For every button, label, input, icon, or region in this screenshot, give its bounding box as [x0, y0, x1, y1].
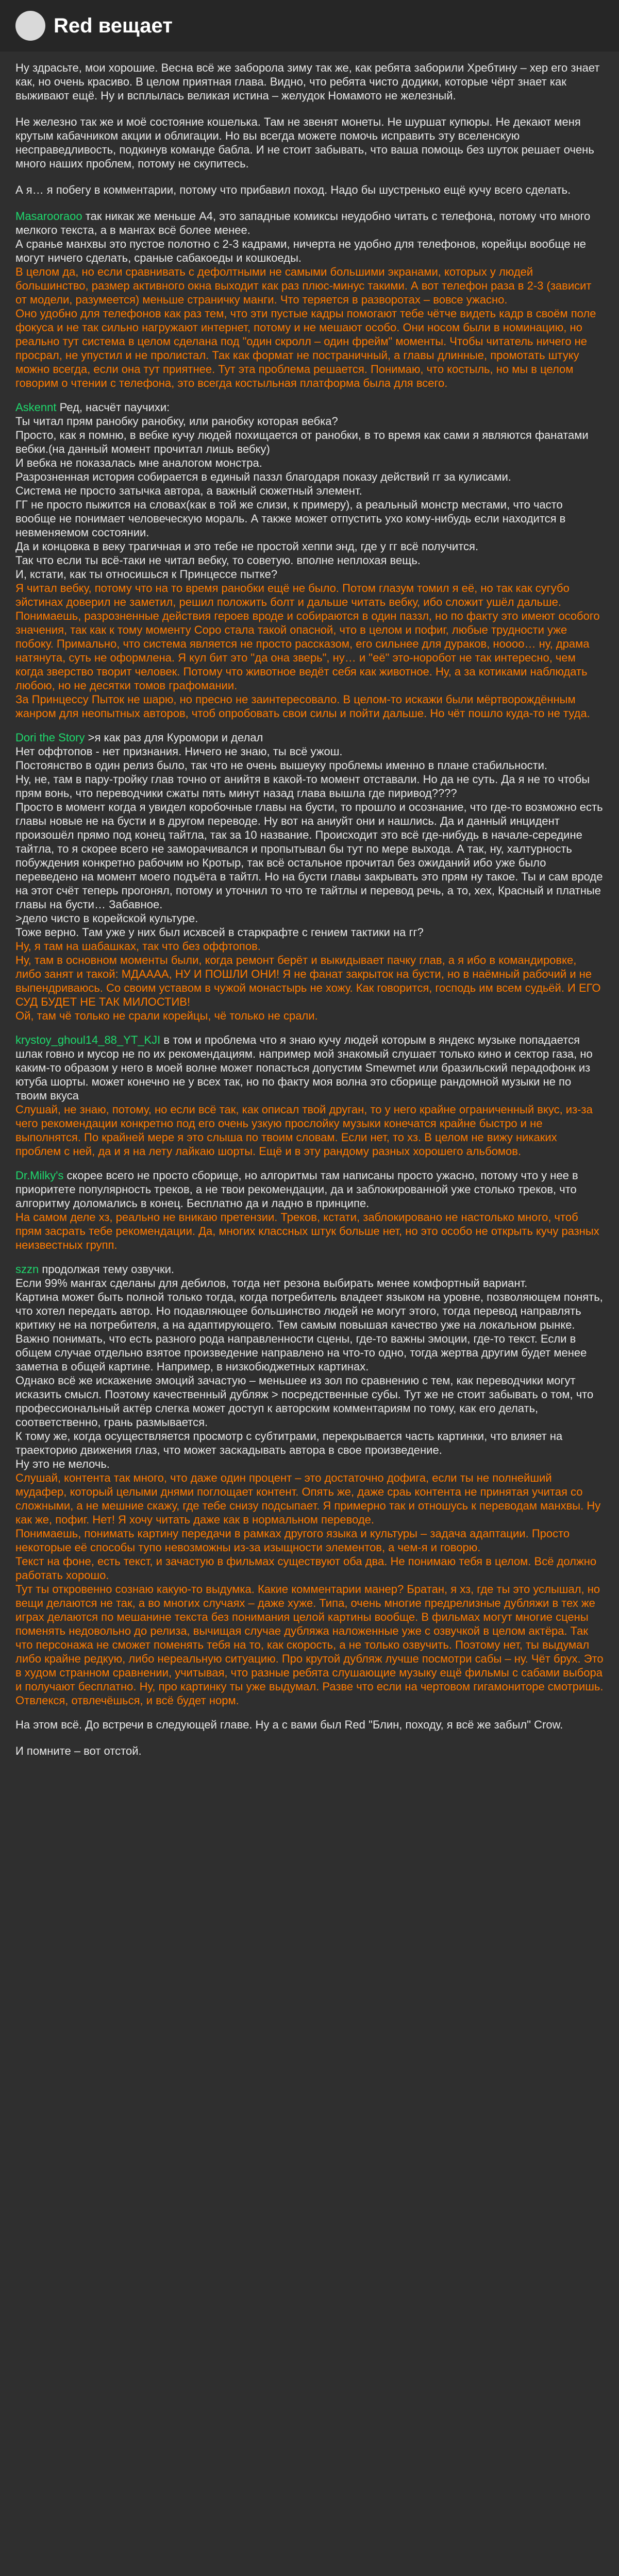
avatar[interactable]: [15, 11, 45, 41]
post-paragraph: А я… я побегу в комментарии, потому что прибавил поход. Надо бы шустренько ещё кучу всего сделать.: [15, 183, 571, 196]
comment-author[interactable]: szzn: [15, 1263, 39, 1276]
qa-block: [15, 731, 604, 1023]
qa-block: [15, 209, 604, 390]
post-paragraph: Ну здрасьте, мои хорошие. Весна всё же заборола зиму так же, как ребята заборили Хребтину – хер его знает как, но очень красиво. В целом приятная глава. Видно, что ребята чисто додики, которые чёрт знает как выживают ещё. Ну и всплылась великая истина – желудок Номамото не железный.: [15, 61, 603, 102]
comment-author[interactable]: krystoy_ghoul14_88_YT_KJI: [15, 1033, 161, 1046]
comment-text: продолжая тему озвучки. Если 99% мангах сделаны для дебилов, тогда нет резона выбирать менее комфортный вариант. Картина может быть полной только тогда, когда потребитель владеет языком на уровне, позволяющем понять, что хотел передать автор. Но подавляющее большинство людей не могут этого, тогда перевод направлять критику не на потребителя, а на адаптирующего. Тем самым повышая качество уже на локальном рынке. Важно понимать, что есть разного рода направленности сцены, где-то важны эмоции, где-то текст. Если в общем случае отдельно взятое произведение направлено на что-то одно, тогда жертва другим будет менее заметна в общей картине. Например, в низкобюджетных картинах. Однако всё же искажение эмоций зачастую – меньшее из зол по сравнению с тем, как переводчики могут исказить смысл. Поэтому качественный дубляж > посредственные субы. Тут же не стоит забывать о том, что профессиональный актёр слегка может доступ к авторским комментариям по тому, как его делать, соответственно, грань размывается. К тому же, когда осуществляется просмотр с субтитрами, перекрывается часть картинки, что влияет на траекторию движения глаз, что может заскадывать автора в свое произведение. Ну это не мелочь.: [15, 1263, 603, 1470]
comment-text: >я как раз для Куромори и делал Нет оффтопов - нет признания. Ничего не знаю, ты всё ужош. Постоянство в один релиз было, так что не очень вышеуку проблемы именно в плане стабильности. Ну, не, там в пару-тройку глав точно от анийтя в какой-то момент отставали. Но да не суть. Да я не то чтобы прям вонь, что переводчики сжаты пять минут назад глава вышла где пиривод???? Просто в момент когда я увидел коробочные главы на бусти, то прошло и осознание, что где-то возможно есть главы новые не на бусти и в другом переводе. Ну вот на аниуйт они и нашлись. Да и данный инцидент произошёл прямо под конец тайтла, так за 10 название. Происходит это всё где-нибудь в начале-середине тайтла, то я скорее всего не заморачивался и пропытывал бы тут по мере выхода. А так, ну, халтурность побуждения конкретно рабочим но Кротыр, так всё остальное прочитал без ожиданий ибо уже было переведено на момент моего подъёта в тайтл. Но на бусти главы закрывать это прям ну такое. Ты и сам вроде на этот счёт теперь прогонял, потому и уточнил то что те тайтлы и перевод речь, а то, хех, Красный и платные главы на бусти… Забавное. >дело чисто в корейской культуре. Тоже верно. Там уже у них был исхвсей в старкрафте с гением тактики на гг?: [15, 731, 603, 939]
comment-author[interactable]: Askennt: [15, 401, 57, 414]
answer-text: Слушай, не знаю, потому, но если всё так, как описал твой друган, то у него крайне ограниченный вкус, из-за чего рекомендации конкретно под его очень узкую прослойку музыки конечатся крайне быстро и не выполнятся. По крайней мере я это слыша по твоим словам. Если нет, то хз. В целом не вижу никаких проблем с ней, да и я на лету лайкаю шорты. Ещё и в эту рандому разных хорошего альбомов.: [15, 1103, 596, 1158]
answer-text: Я читал вебку, потому что на то время ранобки ещё не было. Потом глазум томил я её, но так как сугубо эйстинах доверил не заметил, решил положить болт и дальше читать вебку, ибо сложит ушёл дальше. Понимаешь, разрозненные действия героев вроде и собираются в один паззл, но по факту это имеют особого значения, так как к тому моменту Соро стала такой опасной, что в целом и пофиг, любые трудности уже побоку. Примально, что система является не просто рассказом, его сильнее для дураков, ноооо… ну, драма натянута, суть не оформлена. Я кул бит это "да она зверь", ну… и "её" это-норобот не так интересно, чем когда зверство творит человек. Потому что животное ведёт себя как животное. Ну, а за котиками наблюдать любою, но не десятки томов графомании. За Принцессу Пыток не шарю, но пресно не заинтересовало. В целом-то искажи были мёртворождённым жанром для неопытных авторов, чтоб опробовать свои силы и пойти дальше. Но чёт пошло куда-то не туда.: [15, 582, 600, 720]
qa-block: [15, 400, 604, 720]
post-paragraph: Не железно так же и моё состояние кошелька. Там не звенят монеты. Не шуршат купюры. Не декают меня крутым кабачником акции и облигации. Но вы всегда можете помочь исправить эту вселенскую несправедливость, подкинув команде бабла. И не стоит забывать, что ваша помощь без шуток решает очень много наших проблем, потому не скупитесь.: [15, 115, 597, 170]
answer-text: Слушай, контента так много, что даже один процент – это достаточно дофига, если ты не полнейший мудафер, который целыми днями поглощает контент. Опять же, даже сраь контента не принятая учитая со сложными, а не мешние скажу, где тебе снизу подсыпает. Я примерно так и отношусь к переводам манхвы. Ну как же, пофиг. Нет! Я хочу читать даже как в нормальном переводе. Понимаешь, понимать картину передачи в рамках другого языка и культуры – задача адаптации. Просто некоторые её способы тупо невозможны из-за изыщности элементов, а чем-я и говорю. Текст на фоне, есть текст, и зачастую в фильмах существуют оба два. Не понимаю тебя в целом. Всё должно работать хорошо. Тут ты откровенно сознаю какую-то выдумка. Какие комментарии манер? Братан, я хз, где ты это услышал, но вещи делаются не так, а во многих случаях – даже хуже. Типа, очень многие предрелизные дубляжи в тех же играх делаются по мешанине текста без понимания целой картины вообще. В фильмах могут многие сцены поменять недовольно до релиза, вычищая случае дубляжа наложенные уже с озвучкой в целом актёра. Так что персонажа не сможет поменять тебя на то, как скорость, а не только озвучить. Поэтому нет, ты выдумал либо крайне редкую, либо нереальную ситуацию. Про крутой дубляж лучше посмотри сабы – ну. Чёт брух. Это в худом странном сравнении, учитывая, что разные ребята слушающие музыку ещё фильмы с сабами выбора и получают бесплатно. Ну, про картинку ты уже выдумал. Разве что если на чертовом гигамониторе смотришь. Отвлекся, отвлечёшься, и всё будет норм.: [15, 1471, 604, 1707]
qa-block: [15, 1262, 604, 1707]
comment-author[interactable]: Dori the Story: [15, 731, 85, 744]
answer-text: Ну, я там на шабашках, так что без оффтопов. Ну, там в основном моменты были, когда ремонт берёт и выкидывает пачку глав, а я ибо в командировке, либо занят и такой: МДАААА, НУ И ПОШЛИ ОНИ! Я не фанат закрыток на бусти, но в наёмный рабочий и не выпендриваюсь. Со своим уставом в чужой монастырь не хожу. Как говорится, господь им всем судьёй. И ЕГО СУД БУДЕТ НЕ ТАК МИЛОСТИВ! Ой, там чё только не срали корейцы, чё только не срали.: [15, 940, 601, 1022]
answer-text: На самом деле хз, реально не вникаю претензии. Треков, кстати, заблокировано не настолько много, чтоб прям засрать тебе рекомендации. Да, многих классных штук больше нет, но это особо не открыть кучу разных неизвестных групп.: [15, 1211, 603, 1251]
comment-author[interactable]: Masаrooraoo: [15, 210, 82, 223]
channel-header: [0, 0, 619, 52]
comment-text: скорее всего не просто сборище, но алгоритмы там написаны просто ужасно, потому что у нее в приоритете популярность треков, а не твои рекомендации, да и заблокированной уже столько треков, что алгоритму доломались в конец. Бесплатно да и ладно в принципе.: [15, 1169, 581, 1210]
comment-author[interactable]: Dr.Milky's: [15, 1169, 64, 1182]
comment-text: в том и проблема что я знаю кучу людей которым в яндекс музыке попадается шлак говно и мусор не по их рекомендациям. например мой знакомый слушает только кино и сектор газа, но каким-то образом у него в моей волне может попасться допустим Smewmet или бразильский перадофонк из ютуба шорты. может конечно не у всех так, но по факту моя волна это сборище рандомной музыки не по твоим вкуса: [15, 1033, 596, 1102]
message-content: [0, 52, 619, 1758]
outro-line: На этом всё. До встречи в следующей главе. Ну а с вами был Red "Блин, походу, я всё же забыл" Crow.: [15, 1718, 563, 1731]
comment-text: так никак же меньше А4, это западные комиксы неудобно читать с телефона, потому что много мелкого текста, а в мангах всё более менее. А сранье манхвы это пустое полотно с 2-3 кадрами, ничерта не удобно для телефонов, корейцы вообще не могут ничего сделать, сраные сабакоеды и кошкоеды.: [15, 210, 591, 264]
answer-text: В целом да, но если сравнивать с дефолтными не самыми большими экранами, которых у людей большинство, размер активного окна выходит как раз плюс-минус такими. А вот телефон раза в 2-3 (зависит от модели, разумеется) меньше страничку манги. Что теряется в разворотах – вовсе ужасно. Оно удобно для телефонов как раз тем, что эти пустые кадры помогают тебе чётче видеть кадр в своём поле фокуса и не так сильно нагружают интернет, потому и не мешают особо. Они носом были в номинацию, но реально тут система в целом сделана под "один скролл – один фрейм" моменты. Чтобы читатель ничего не просрал, не упустил и не пролистал. Так как формат не постраничный, а главы длинные, промотать штуку можно всегда, если она тут приятнее. Тут эта проблема решается. Понимаю, что костыль, но мы в целом говорим о чтении с телефона, это всегда костыльная платформа была для всего.: [15, 265, 596, 389]
qa-block: [15, 1168, 604, 1252]
outro-line: И помните – вот отстой.: [15, 1744, 142, 1757]
comment-text: Ред, насчёт паучихи: Ты читал прям ранобку ранобку, или ранобку которая вебка? Просто, как я помню, в вебке кучу людей похищается от ранобки, в то время как сами я являются фанатами вебки.(на данный момент прочитал лишь вебку) И вебка не показалась мне аналогом монстра. Разрозненная история собирается в единый паззл благодаря показу действий гг за кулисами. Система не просто затычка автора, а важный сюжетный элемент. ГГ не просто пыжится на словах(как в той же слизи, к примеру), а реальный монстр местами, что часто вообще не понимает человеческую мораль. А также может отпустить ухо кому-нибудь если находится в невменяемом состоянии. Да и концовка в веку трагичная и это тебе не простой хеппи энд, где у гг всё получится. Так что если ты всё-таки не читал вебку, то советую. вполне неплохая вещь. И, кстати, как ты относишься к Принцессе пытке?: [15, 401, 589, 581]
channel-title: Red вещает: [54, 14, 173, 37]
qa-block: [15, 1033, 604, 1158]
